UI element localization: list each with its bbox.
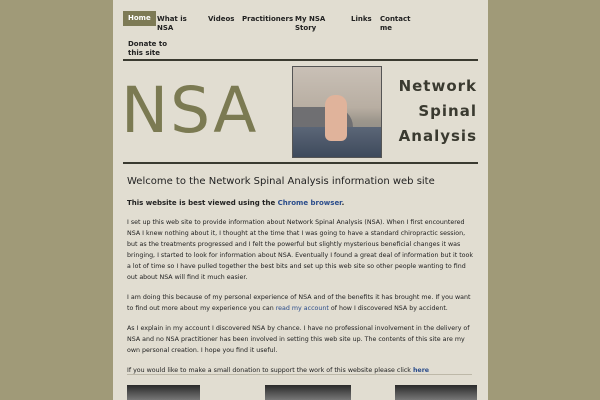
nav-home[interactable]: Home: [123, 11, 156, 26]
read-my-account-link[interactable]: read my account: [275, 305, 329, 312]
experience-text: I am doing this because of my personal experience of NSA and of the benefits it has brought me. If you want to find out more about my experience you can: [127, 294, 471, 312]
nav-videos[interactable]: Videos: [208, 15, 235, 23]
top-divider: [123, 59, 478, 61]
hero-banner: [121, 66, 481, 160]
nsa-full-name: [387, 74, 477, 149]
nsa-logo-text: NSA: [121, 74, 259, 147]
chrome-browser-link[interactable]: Chrome browser: [277, 199, 342, 207]
main-nav: [123, 10, 478, 60]
hero-divider: [123, 162, 478, 164]
browser-note-text: This website is best viewed using the: [127, 199, 278, 207]
experience-paragraph: [127, 292, 477, 314]
photo-hand: [325, 95, 347, 141]
nav-donate[interactable]: Donate to this site: [128, 40, 168, 57]
browser-note: [127, 199, 477, 207]
browser-note-end: .: [341, 199, 345, 207]
nsa-word-spinal: Spinal: [418, 102, 477, 120]
thumbnail-image[interactable]: [265, 385, 351, 400]
donate-text: If you would like to make a small donation to support the work of this website please click: [127, 367, 413, 374]
thumbnail-strip: [127, 385, 477, 400]
welcome-heading: Welcome to the Network Spinal Analysis information web site: [127, 176, 435, 187]
nav-links[interactable]: Links: [351, 15, 372, 23]
experience-text-end: of how I discovered NSA by accident.: [328, 305, 448, 312]
donate-here-link[interactable]: here: [412, 367, 430, 374]
nav-what-is-nsa[interactable]: What is NSA: [157, 15, 187, 32]
nav-my-nsa-story[interactable]: My NSA Story: [295, 15, 326, 32]
content-divider: [127, 374, 472, 375]
nav-contact-me[interactable]: Contact me: [380, 15, 411, 32]
nav-practitioners[interactable]: Practitioners: [242, 15, 294, 23]
main-content: [127, 176, 477, 385]
disclaimer-paragraph: As I explain in my account I discovered NSA by chance. I have no professional involvement in the delivery of NSA and no NSA practitioner has been involved in setting this web site up. The contents of this site are my own personal creation. I hope you find it useful.: [127, 325, 470, 354]
page-container: [113, 0, 488, 400]
thumbnail-image[interactable]: [127, 385, 200, 400]
thumbnail-image[interactable]: [395, 385, 477, 400]
hero-photo: [292, 66, 382, 158]
nsa-word-analysis: Analysis: [398, 127, 477, 145]
nsa-word-network: Network: [398, 77, 477, 95]
intro-paragraph: I set up this web site to provide information about Network Spinal Analysis (NSA). When I first encountered NSA I knew nothing about it, I thought at the time that I was going to have a standard chiropractic session, but as the treatments progressed and I felt the powerful but slightly mysterious beneficial changes it was bringing, I started to look for information about NSA. Eventually I found a great deal of information but it took a lot of time so I have pulled together the best bits and set up this web site so other people wanting to find out about NSA will find it much easier.: [127, 219, 474, 281]
